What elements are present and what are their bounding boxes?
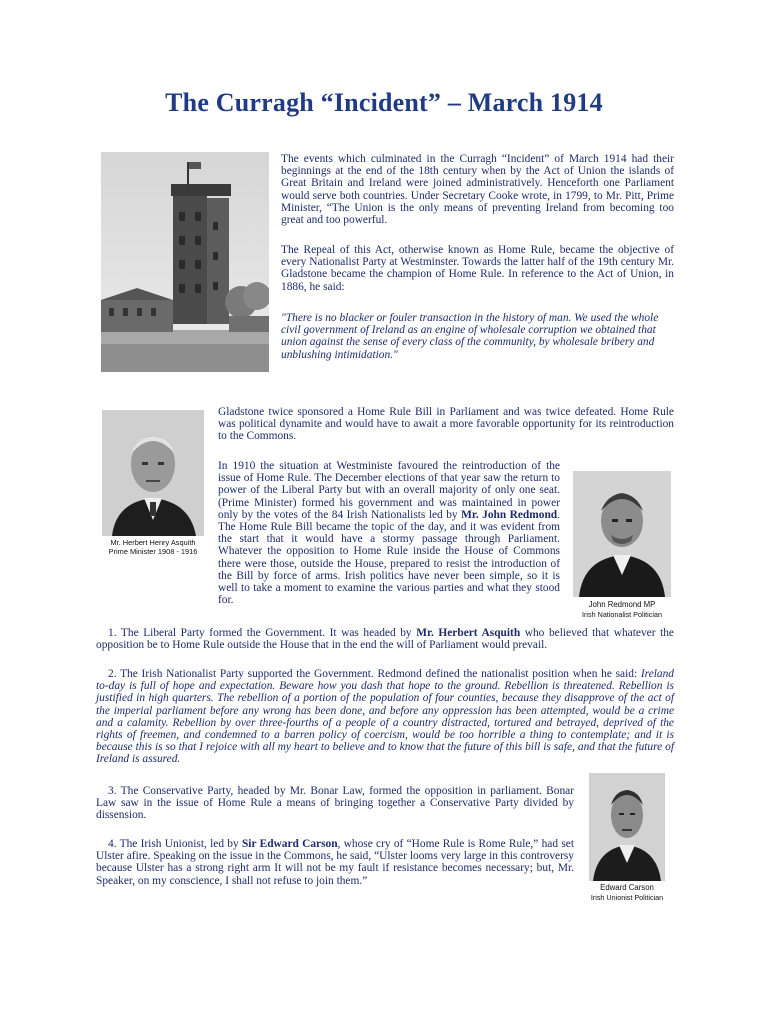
carson-caption-name: Edward Carson (600, 883, 654, 892)
redmond-photo (573, 471, 671, 597)
unionist-item: 4. The Irish Unionist, led by Sir Edward Carson, whose cry of “Home Rule is Rome Rule,” had set Ulster afire. Speaking on the issue in the Commons, he said, “Ulster looms very large in this controversy because Ulster has a strong right arm It will not be my fault if resistance becomes necessary; but, Mr. Speaker, on my conscience, I shall not refuse to join them.” (96, 838, 574, 887)
carson-name: Sir Edward Carson (241, 838, 338, 850)
asquith-caption-role: Prime Minister 1908 - 1916 (108, 547, 198, 556)
redmond-caption-name: John Redmond MP (588, 600, 656, 609)
intro-paragraph: The events which culminated in the Curragh “Incident” of March 1914 had their beginnings at the end of the 18th century when by the Act of Union the islands of Great Britain and Ireland were joined administratively. Henceforth one Parliament would serve both countries. Under Secretary Cooke wrote, in 1799, to Mr. Pitt, Prime Minister, “The Union is the only means of preventing Ireland from becoming too great and too powerful. (281, 153, 674, 227)
liberal-party-item: 1. The Liberal Party formed the Government. It was headed by Mr. Herbert Asquith who believed that whatever the opposition be to Home Rule outside the House that in the end the will of Parliament would prevail. (96, 627, 674, 652)
westminster-paragraph: In 1910 the situation at Westministe favoured the reintroduction of the issue of Home Rule. The December elections of that year saw the return to power of the Liberal Party but with an overall majority of only one seat. (Prime Minister) formed his government and was maintained in power only by the votes of the 84 Irish Nationalists led by Mr. John Redmond. The Home Rule Bill became the topic of the day, and it was evident from the start that it would have a stormy passage through Parliament. Whatever the opposition to Home Rule inside the House of Commons there were those, outside the House, prepared to resist the introduction of the Bill by force of arms. Irish politics have never been simple, so it is well to take a moment to examine the various parties and what they stood for. (218, 460, 560, 607)
nationalist-party-item: 2. The Irish Nationalist Party supported the Government. Redmond defined the nationalist position when he said: Ireland to-day is full of hope and expectation. Beware how you dash that hope to the ground. Rebellion is threatened. Rebellion is justified in high quarters. The rebellion of a portion of the population of four counties, because they disapprove of the act of the imperial parliament before any wrong has been done, and before any oppression has been attempted, would be a crime and a calamity. Rebellion by over three-fourths of a people of a country distracted, tortured and betrayed, deprived of the rights of freemen, and condemned to a barren policy of coercism, would be too horrible a thing to contemplate; and it is because this is so that I rejoice with all my heart to believe and to know that the future of this bill is safe, and that the future of Ireland is assured. (96, 668, 674, 766)
carson-caption-role: Irish Unionist Politician (590, 893, 664, 902)
redmond-quote: Ireland to-day is full of hope and expectation. Beware how you dash that hope to the ground. Rebellion is threatened. Rebellion is justified in high quarters. The rebellion of a portion of the population of four counties, because they disapprove of the act of the imperial parliament before any wrong has been done, and before any oppression has been attempted, would be a crime and a calamity. Rebellion by over three-fourths of a people of a country distracted, tortured and betrayed, deprived of the rights of freemen, and condemned to a barren policy of coercism, would be too horrible a thing to contemplate; and it is because this is so that I rejoice with all my heart to believe and to know that the future of this bill is safe, and that the future of Ireland is assured. (96, 668, 674, 766)
redmond-caption-role: Irish Nationalist Politician (582, 610, 662, 619)
asquith-name: Mr. Herbert Asquith (416, 627, 521, 639)
conservative-party-item: 3. The Conservative Party, headed by Mr. Bonar Law, formed the opposition in parliament. Bonar Law saw in the issue of Home Rule a means of bringing together a Conservative Party divided by dissension. (96, 785, 574, 822)
gladstone-defeat-paragraph: Gladstone twice sponsored a Home Rule Bill in Parliament and was twice defeated. Home Rule was political dynamite and would have to await a more favorable opportunity for its reintroduction to the Commons. (218, 406, 674, 443)
carson-photo (589, 773, 665, 881)
gladstone-quote: "There is no blacker or fouler transaction in the history of man. We used the whole civil government of Ireland as an engine of wholesale corruption we obtained that union against the sense of every class of the community, by wholesale bribery and unblushing intimidation." (281, 312, 659, 361)
repeal-paragraph: The Repeal of this Act, otherwise known as Home Rule, became the objective of every Nationalist Party at Westminster. Towards the latter half of the 19th century Mr. Gladstone became the champion of Home Rule. In reference to the Act of Union, in 1886, he said: (281, 244, 674, 293)
page-title: The Curragh “Incident” – March 1914 (165, 88, 603, 117)
curragh-tower-photo (101, 152, 269, 372)
redmond-name: Mr. John Redmond (461, 508, 558, 521)
asquith-photo (102, 410, 204, 536)
asquith-caption-name: Mr. Herbert Henry Asquith (110, 538, 196, 547)
